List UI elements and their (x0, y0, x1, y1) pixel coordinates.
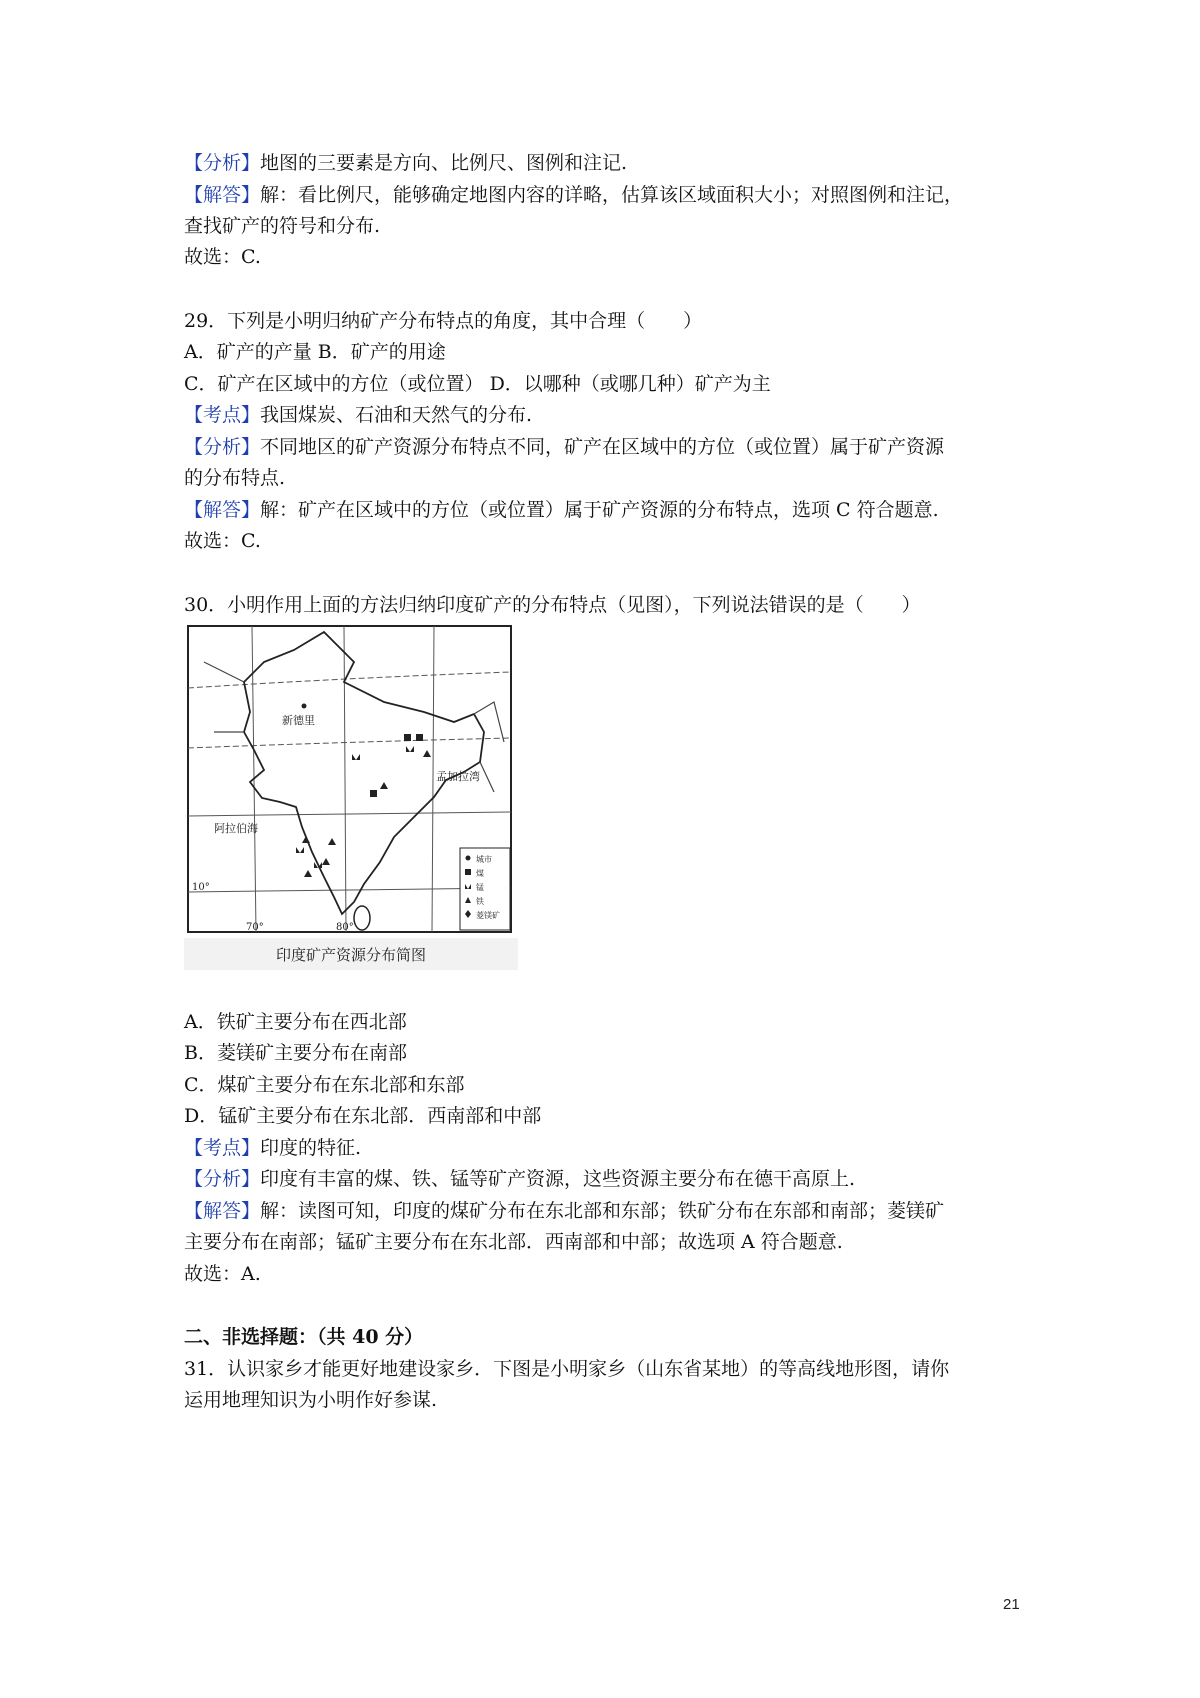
lat-label-10: 10° (192, 882, 210, 893)
legend-coal: 煤 (476, 869, 484, 878)
lon-label-70: 70° (246, 922, 264, 933)
answer-line: 【解答】解：看比例尺，能够确定地图内容的详略，估算该区域面积大小；对照图例和注记， (184, 184, 964, 206)
coal-symbol (416, 734, 423, 741)
lon-label-80: 80° (336, 922, 354, 933)
city-delhi-marker (302, 704, 307, 709)
legend-iron: 铁 (476, 897, 484, 906)
legend-magnesite: 菱镁矿 (476, 911, 500, 920)
q29-jieda: 【解答】解：矿产在区域中的方位（或位置）属于矿产资源的分布特点，选项 C 符合题意. (184, 499, 939, 521)
coal-symbol (404, 734, 411, 741)
question-30: 30．小明作用上面的方法归纳印度矿产的分布特点（见图），下列说法错误的是（ ） (184, 594, 921, 616)
q30-jieda-cont: 主要分布在南部；锰矿主要分布在东北部．西南部和中部；故选项 A 符合题意. (184, 1231, 843, 1253)
map-label-bay: 孟加拉湾 (436, 770, 480, 783)
analysis-tag: 【分析】 (184, 152, 261, 174)
q29-options-cd: C．矿产在区域中的方位（或位置） D．以哪种（或哪几种）矿产为主 (184, 373, 771, 395)
q30-kaodian: 【考点】印度的特征. (184, 1137, 362, 1159)
q29-answer: 故选：C. (184, 530, 261, 552)
map-legend (460, 848, 510, 930)
answer-line-cont: 查找矿产的符号和分布. (184, 215, 381, 237)
map-caption: 印度矿产资源分布简图 (275, 946, 427, 964)
choice-line: 故选：C. (184, 246, 261, 268)
question-31: 31．认识家乡才能更好地建设家乡．下图是小明家乡（山东省某地）的等高线地形图，请你 (184, 1358, 950, 1380)
question-31-cont: 运用地理知识为小明作好参谋. (184, 1389, 438, 1411)
q30-option-a: A．铁矿主要分布在西北部 (184, 1011, 407, 1033)
q29-fenxi-cont: 的分布特点. (184, 467, 286, 489)
legend-city: 城市 (476, 855, 492, 864)
q29-fenxi: 【分析】不同地区的矿产资源分布特点不同，矿产在区域中的方位（或位置）属于矿产资源 (184, 436, 945, 458)
map-label-sea: 阿拉伯海 (214, 822, 258, 835)
section-2-heading: 二、非选择题：（共 40 分） (184, 1326, 424, 1348)
q30-fenxi: 【分析】印度有丰富的煤、铁、锰等矿产资源，这些资源主要分布在德干高原上. (184, 1168, 856, 1190)
coal-symbol (370, 790, 377, 797)
map-label-delhi: 新德里 (282, 714, 315, 727)
q30-option-b: B．菱镁矿主要分布在南部 (184, 1042, 407, 1064)
q29-kaodian: 【考点】我国煤炭、石油和天然气的分布. (184, 404, 533, 426)
question-29: 29．下列是小明归纳矿产分布特点的角度，其中合理（ ） (184, 310, 703, 332)
q30-option-d: D．锰矿主要分布在东北部．西南部和中部 (184, 1105, 542, 1127)
q30-option-c: C．煤矿主要分布在东北部和东部 (184, 1074, 465, 1096)
page-number: 21 (1003, 1596, 1020, 1613)
india-mineral-map (184, 622, 518, 970)
analysis-line: 【分析】地图的三要素是方向、比例尺、图例和注记. (184, 152, 628, 174)
q30-jieda: 【解答】解：读图可知，印度的煤矿分布在东北部和东部；铁矿分布在东部和南部；菱镁矿 (184, 1200, 945, 1222)
legend-manganese: 锰 (476, 883, 484, 892)
q30-answer: 故选：A. (184, 1263, 261, 1285)
q29-options-ab: A．矿产的产量 B．矿产的用途 (184, 341, 446, 363)
answer-tag: 【解答】 (184, 184, 261, 206)
